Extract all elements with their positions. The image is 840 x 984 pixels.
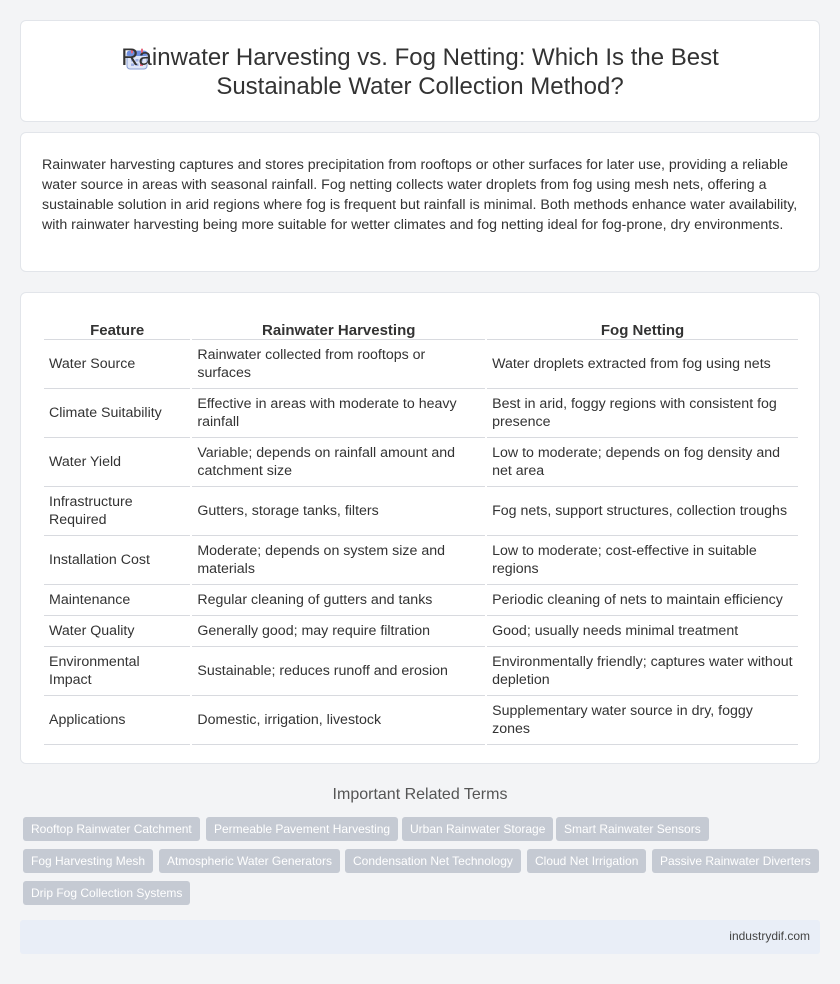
table-row xyxy=(44,696,798,745)
table-row xyxy=(44,647,798,696)
related-term-tag[interactable]: Drip Fog Collection Systems xyxy=(23,881,190,905)
fog-cell: Water droplets extracted from fog using nets xyxy=(487,340,798,389)
footer xyxy=(20,920,820,954)
related-term-tag[interactable]: Passive Rainwater Diverters xyxy=(652,849,819,873)
feature-cell: Installation Cost xyxy=(44,536,190,585)
table-row xyxy=(44,389,798,438)
page-title xyxy=(21,43,819,101)
intro-paragraph: Rainwater harvesting captures and stores precipitation from rooftops or other surfaces for later use, providing a reliable water source in areas with seasonal rainfall. Fog netting collects water droplets from fog using mesh nets, offering a sustainable solution in arid regions where fog is frequent but rainfall is minimal. Both methods enhance water availability, with rainwater harvesting being more suitable for wetter climates and fog netting ideal for fog-prone, dry environments. xyxy=(42,157,798,233)
table-header-row xyxy=(44,313,798,340)
fog-cell: Low to moderate; depends on fog density and net area xyxy=(487,438,798,487)
rainwater-cell: Variable; depends on rainfall amount and catchment size xyxy=(192,438,485,487)
rainwater-cell: Effective in areas with moderate to heavy rainfall xyxy=(192,389,485,438)
page-title-line1: Rainwater Harvesting vs. Fog Netting: Which Is the Best xyxy=(121,44,719,71)
feature-cell: Applications xyxy=(44,696,190,745)
rainwater-cell: Sustainable; reduces runoff and erosion xyxy=(192,647,485,696)
page-title-line2: Sustainable Water Collection Method? xyxy=(216,73,624,100)
related-term-tag[interactable]: Urban Rainwater Storage xyxy=(402,817,553,841)
table-row xyxy=(44,487,798,536)
table-row xyxy=(44,340,798,389)
feature-cell: Water Yield xyxy=(44,438,190,487)
fog-cell: Fog nets, support structures, collection troughs xyxy=(487,487,798,536)
header-feature: Feature xyxy=(44,313,190,340)
header-rainwater: Rainwater Harvesting xyxy=(192,313,485,340)
rainwater-cell: Regular cleaning of gutters and tanks xyxy=(192,585,485,616)
title-card xyxy=(20,20,820,122)
table-row xyxy=(44,536,798,585)
comparison-card xyxy=(20,292,820,764)
related-term-tag[interactable]: Condensation Net Technology xyxy=(345,849,521,873)
intro-card xyxy=(20,132,820,272)
related-term-tag[interactable]: Permeable Pavement Harvesting xyxy=(206,817,398,841)
rainwater-cell: Gutters, storage tanks, filters xyxy=(192,487,485,536)
comparison-table xyxy=(42,313,800,745)
header-fog: Fog Netting xyxy=(487,313,798,340)
rainwater-cell: Rainwater collected from rooftops or surfaces xyxy=(192,340,485,389)
feature-cell: Environmental Impact xyxy=(44,647,190,696)
related-term-tag[interactable]: Atmospheric Water Generators xyxy=(159,849,340,873)
table-row xyxy=(44,616,798,647)
feature-cell: Climate Suitability xyxy=(44,389,190,438)
rainwater-cell: Moderate; depends on system size and materials xyxy=(192,536,485,585)
feature-cell: Infrastructure Required xyxy=(44,487,190,536)
fog-cell: Periodic cleaning of nets to maintain efficiency xyxy=(487,585,798,616)
feature-cell: Water Quality xyxy=(44,616,190,647)
footer-site-link[interactable]: industrydif.com xyxy=(729,929,810,943)
related-term-tag[interactable]: Cloud Net Irrigation xyxy=(527,849,646,873)
table-row xyxy=(44,585,798,616)
fog-cell: Supplementary water source in dry, foggy zones xyxy=(487,696,798,745)
related-term-tag[interactable]: Rooftop Rainwater Catchment xyxy=(23,817,200,841)
table-row xyxy=(44,438,798,487)
fog-cell: Best in arid, foggy regions with consistent fog presence xyxy=(487,389,798,438)
related-terms-title: Important Related Terms xyxy=(332,786,508,803)
fog-cell: Low to moderate; cost-effective in suitable regions xyxy=(487,536,798,585)
rainwater-cell: Domestic, irrigation, livestock xyxy=(192,696,485,745)
related-term-tag[interactable]: Smart Rainwater Sensors xyxy=(556,817,709,841)
feature-cell: Water Source xyxy=(44,340,190,389)
fog-cell: Environmentally friendly; captures water without depletion xyxy=(487,647,798,696)
fog-cell: Good; usually needs minimal treatment xyxy=(487,616,798,647)
related-term-tag[interactable]: Fog Harvesting Mesh xyxy=(23,849,153,873)
rainwater-cell: Generally good; may require filtration xyxy=(192,616,485,647)
feature-cell: Maintenance xyxy=(44,585,190,616)
